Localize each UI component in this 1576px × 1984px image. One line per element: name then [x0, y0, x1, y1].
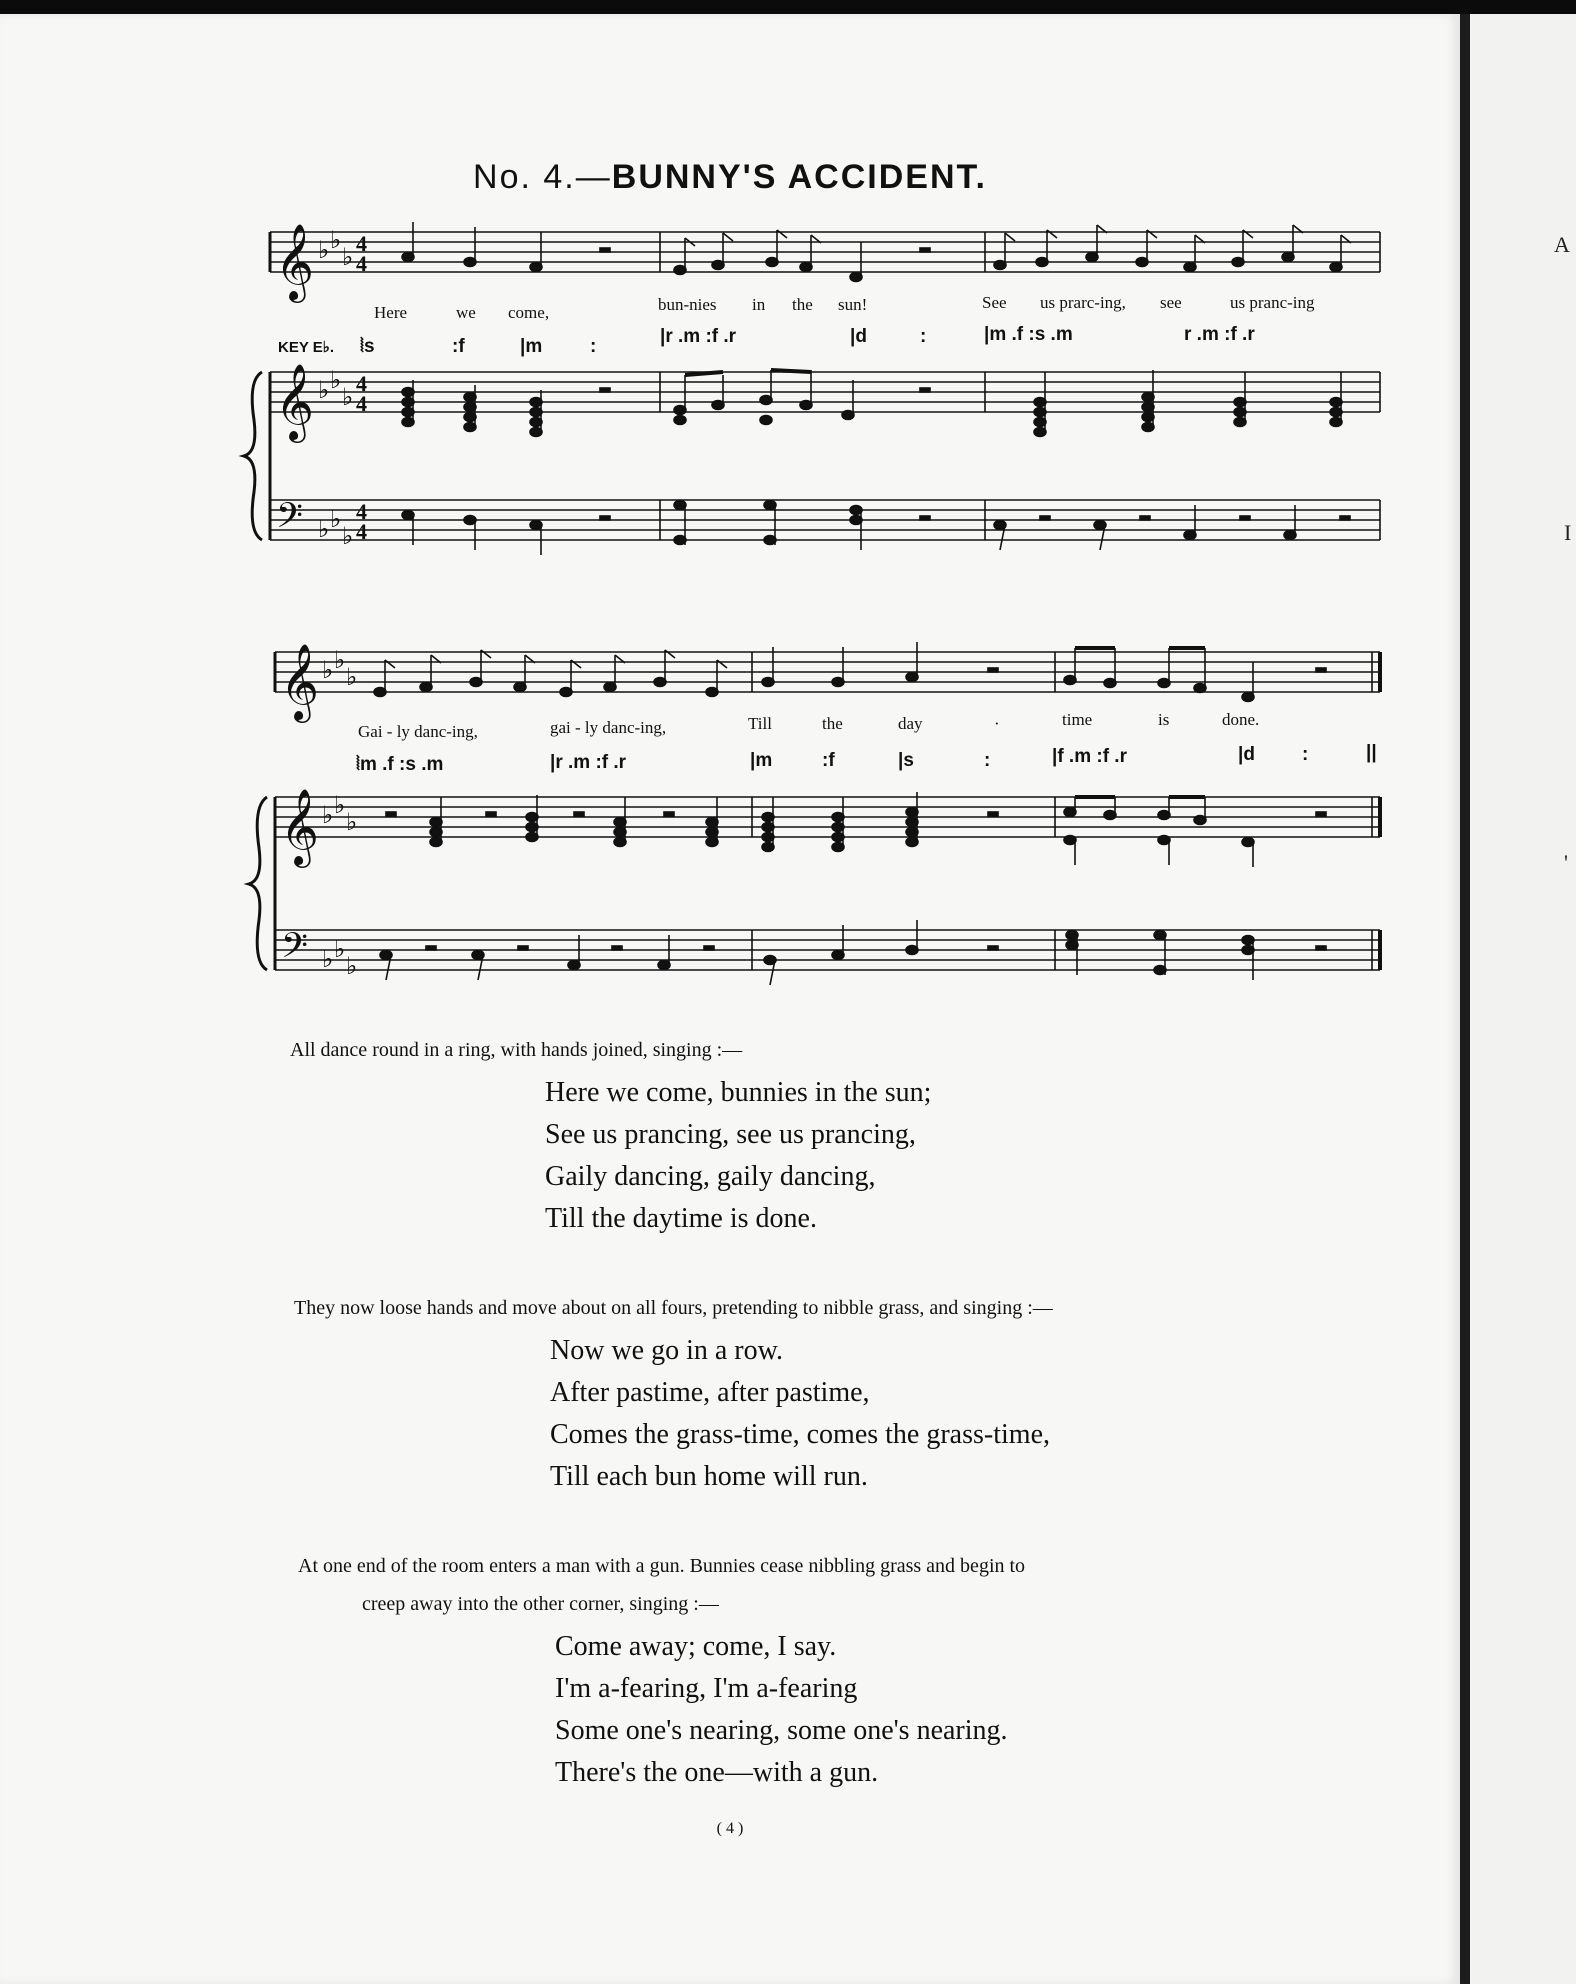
solfa-note: |m [750, 750, 773, 771]
verse-line: See us prancing, see us prancing, [545, 1119, 916, 1150]
svg-text:♭: ♭ [346, 952, 358, 980]
solfa-note: |r .m :f .r [660, 326, 737, 347]
solfa-note: |m [520, 336, 543, 357]
solfa-note: || [1366, 742, 1377, 763]
solfa-note: ⦚s [360, 336, 375, 357]
lyric-syllable: us prarc-ing, [1040, 293, 1126, 312]
svg-text:♭: ♭ [322, 656, 334, 684]
lyric-syllable: sun! [838, 295, 868, 314]
facing-page-mark: I [1564, 520, 1572, 545]
system-1-vocal-staff [270, 232, 1380, 272]
song-name: BUNNY'S ACCIDENT. [611, 158, 987, 196]
verse-line: Some one's nearing, some one's nearing. [555, 1715, 1008, 1746]
gutter-shadow [1460, 14, 1470, 1984]
lyric-syllable: see [1160, 293, 1182, 312]
solfa-note: : [984, 750, 991, 771]
svg-text:4: 4 [356, 391, 367, 416]
svg-text:♭: ♭ [330, 226, 342, 254]
clefs-and-signatures [275, 223, 367, 980]
lyric-syllable: come, [508, 303, 550, 322]
verse-line: Now we go in a row. [550, 1335, 784, 1366]
lyric-syllable: the [792, 295, 813, 314]
svg-text:♭: ♭ [342, 243, 354, 271]
solfa-note: : [1302, 744, 1309, 765]
system-1-lyrics [374, 293, 1315, 322]
svg-text:4: 4 [356, 519, 367, 544]
page-number: ( 4 ) [716, 1820, 744, 1837]
system-2-solfa [356, 742, 1377, 775]
lyric-syllable: Here [374, 303, 408, 322]
lyric-syllable: day [898, 714, 923, 733]
svg-text:4: 4 [356, 251, 367, 276]
verse-line: Here we come, bunnies in the sun; [545, 1077, 932, 1108]
svg-text:♭: ♭ [318, 236, 330, 264]
stage-direction: At one end of the room enters a man with a gun. Bunnies cease nibbling grass and begin to [298, 1555, 1026, 1577]
lyric-syllable: done. [1222, 710, 1260, 729]
verse-line: Gaily dancing, gaily dancing, [545, 1161, 876, 1192]
lyric-syllable: the [822, 714, 843, 733]
svg-text:♭: ♭ [346, 663, 358, 691]
verse-line: There's the one—with a gun. [555, 1757, 879, 1788]
verse-2 [550, 1330, 1370, 1498]
verse-line: After pastime, after pastime, [550, 1377, 870, 1408]
verse-line: Come away; come, I say. [555, 1631, 837, 1662]
solfa-note: : [920, 326, 927, 347]
svg-text:♭: ♭ [322, 801, 334, 829]
lyric-syllable: gai - ly danc-ing, [550, 718, 667, 737]
svg-text:4: 4 [356, 231, 367, 256]
facing-page-mark: A [1554, 232, 1570, 257]
facing-page-mark: ' [1564, 850, 1568, 875]
svg-text:4: 4 [356, 371, 367, 396]
svg-text:𝄞: 𝄞 [280, 643, 320, 720]
svg-text:♭: ♭ [334, 791, 346, 819]
verse-line: Till each bun home will run. [550, 1461, 868, 1492]
solfa-note: : [590, 336, 597, 357]
verse-3 [555, 1626, 1375, 1794]
stage-direction-continued: creep away into the other corner, singing :— [362, 1593, 719, 1615]
sheet-music [0, 0, 1460, 1000]
svg-text:♭: ♭ [318, 515, 330, 543]
svg-text:♭: ♭ [334, 935, 346, 963]
song-number: No. 4.— [473, 158, 612, 196]
facing-page-edge [1470, 14, 1576, 1984]
verse-1 [545, 1072, 1345, 1240]
lyric-syllable: is [1158, 710, 1170, 729]
svg-text:4: 4 [356, 499, 367, 524]
verse-line: I'm a-fearing, I'm a-fearing [555, 1673, 858, 1704]
lyric-syllable: us pranc-ing [1230, 293, 1315, 312]
solfa-note: |m .f :s .m [984, 324, 1073, 345]
solfa-note: ⦚m .f :s .m [356, 754, 444, 775]
system-1-bass-staff [270, 500, 1380, 540]
lyric-syllable: Gai - ly danc-ing, [358, 722, 478, 741]
solfa-note: |f .m :f .r [1052, 746, 1127, 767]
lyric-syllable: bun-nies [658, 295, 717, 314]
svg-text:♭: ♭ [346, 808, 358, 836]
verse-line: Comes the grass-time, comes the grass-time, [550, 1419, 1050, 1450]
svg-text:𝄢: 𝄢 [281, 925, 309, 974]
lyric-syllable: · [994, 714, 1000, 733]
key-label: KEY E♭. [278, 339, 334, 356]
svg-text:♭: ♭ [334, 646, 346, 674]
stage-direction: They now loose hands and move about on all fours, pretending to nibble grass, and singing :— [294, 1297, 1053, 1319]
lyric-syllable: in [752, 295, 766, 314]
solfa-note: :f [822, 750, 835, 771]
lyric-syllable: See [982, 293, 1007, 312]
svg-text:𝄞: 𝄞 [280, 788, 320, 865]
solfa-note: |d [1238, 744, 1255, 765]
solfa-note: |d [850, 326, 867, 347]
svg-text:♭: ♭ [318, 376, 330, 404]
lyric-syllable: time [1062, 710, 1093, 729]
lyric-syllable: Till [748, 714, 772, 733]
svg-text:♭: ♭ [322, 945, 334, 973]
svg-text:♭: ♭ [342, 383, 354, 411]
verse-line: Till the daytime is done. [545, 1203, 817, 1234]
solfa-note: r .m :f .r [1184, 324, 1255, 345]
system-2-vocal-staff [275, 652, 1380, 692]
solfa-note: |r .m :f .r [550, 752, 627, 773]
lyric-syllable: we [456, 303, 476, 322]
system-2-bass-staff [275, 930, 1380, 970]
system-1-treble-staff [270, 372, 1380, 412]
svg-text:𝄢: 𝄢 [276, 495, 304, 544]
svg-text:♭: ♭ [330, 505, 342, 533]
svg-text:♭: ♭ [342, 522, 354, 550]
stage-direction: All dance round in a ring, with hands joined, singing :— [290, 1039, 743, 1061]
solfa-note: |s [898, 750, 914, 771]
system-1-solfa [278, 324, 1255, 357]
system-2-lyrics [358, 710, 1259, 741]
svg-text:♭: ♭ [330, 366, 342, 394]
svg-text:𝄞: 𝄞 [275, 223, 315, 300]
solfa-note: :f [452, 336, 465, 357]
svg-text:𝄞: 𝄞 [275, 363, 315, 440]
